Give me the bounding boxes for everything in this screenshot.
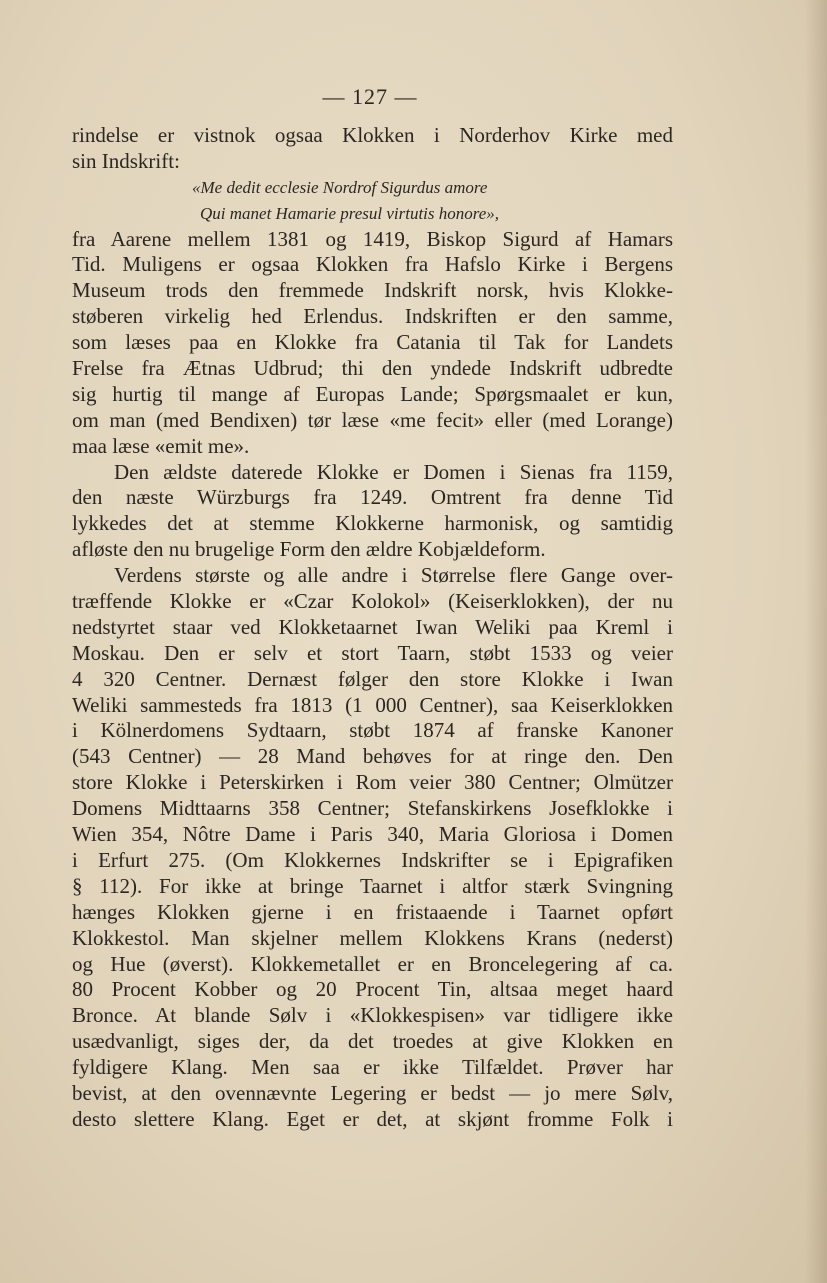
page-number: — 127 — [322,84,418,109]
page-edge-shadow [805,0,827,1283]
text-line: Wien 354, Nôtre Dame i Paris 340, Maria Gloriosa i Domen [72,822,673,847]
text-line: sig hurtig til mange af Europas Lande; Spørgsmaalet er kun, [72,381,673,406]
text-line: i Kölnerdomens Sydtaarn, støbt 1874 af franske Kanoner [72,718,673,743]
text-line: lykkedes det at stemme Klokkerne harmonisk, og samtidig [72,511,673,536]
text-line: Weliki sammesteds fra 1813 (1 000 Centner), saa Keiserklokken [72,692,673,717]
text-line: § 112). For ikke at bringe Taarnet i altfor stærk Svingning [72,873,673,898]
text-line: usædvanligt, siges der, da det troedes at give Klokken en [72,1029,673,1054]
text-line: den næste Würzburgs fra 1249. Omtrent fra denne Tid [72,485,673,510]
text-line: (543 Centner) — 28 Mand behøves for at ringe den. Den [72,744,673,769]
text-line: om man (med Bendixen) tør læse «me fecit» eller (med Lorange) [72,407,673,432]
text-line: støberen virkelig hed Erlendus. Indskriften er den samme, [72,304,673,329]
text-line: 4 320 Centner. Dernæst følger den store Klokke i Iwan [72,666,673,691]
text-line: og Hue (øverst). Klokkemetallet er en Broncelegering af ca. [72,951,673,976]
text-line: Bronce. At blande Sølv i «Klokkespisen» var tidligere ikke [72,1003,673,1028]
inscription-line: «Me dedit ecclesie Nordrof Sigurdus amore [192,177,488,197]
text-line: Den ældste daterede Klokke er Domen i Sienas fra 1159, [114,459,673,484]
text-line: Domens Midttaarns 358 Centner; Stefanskirkens Josefklokke i [72,796,673,821]
text-line: træffende Klokke er «Czar Kolokol» (Keiserklokken), der nu [72,589,673,614]
text-line: sin Indskrift: [72,148,180,173]
text-line: desto slettere Klang. Eget er det, at skjønt fromme Folk i [72,1106,673,1131]
text-line: maa læse «emit me». [72,433,250,458]
body-text [72,123,673,1133]
text-line: store Klokke i Peterskirken i Rom veier 380 Centner; Olmützer [72,770,673,795]
text-line: Museum trods den fremmede Indskrift norsk, hvis Klokke- [72,278,673,303]
text-line: Frelse fra Ætnas Udbrud; thi den yndede Indskrift udbredte [72,356,673,381]
text-line: 80 Procent Kobber og 20 Procent Tin, altsaa meget haard [72,977,673,1002]
text-line: nedstyrtet staar ved Klokketaarnet Iwan Weliki paa Kreml i [72,614,673,639]
text-line: Verdens største og alle andre i Størrelse flere Gange over- [114,563,673,588]
text-line: som læses paa en Klokke fra Catania til Tak for Landets [72,330,673,355]
text-line: fra Aarene mellem 1381 og 1419, Biskop Sigurd af Hamars [72,226,673,251]
text-line: bevist, at den ovennævnte Legering er bedst — jo mere Sølv, [72,1080,673,1105]
text-line: i Erfurt 275. (Om Klokkernes Indskrifter se i Epigrafiken [72,847,673,872]
text-line: Tid. Muligens er ogsaa Klokken fra Hafslo Kirke i Bergens [72,252,673,277]
inscription-line: Qui manet Hamarie presul virtutis honore», [200,203,500,223]
text-line: fyldigere Klang. Men saa er ikke Tilfældet. Prøver har [72,1055,673,1080]
text-line: afløste den nu brugelige Form den ældre Kobjældeform. [72,537,546,562]
text-line: Klokkestol. Man skjelner mellem Klokkens Krans (nederst) [72,925,673,950]
text-line: rindelse er vistnok ogsaa Klokken i Norderhov Kirke med [72,123,673,147]
text-line: Moskau. Den er selv et stort Taarn, støbt 1533 og veier [72,640,673,665]
text-line: hænges Klokken gjerne i en fristaaende i Taarnet opført [72,899,673,924]
